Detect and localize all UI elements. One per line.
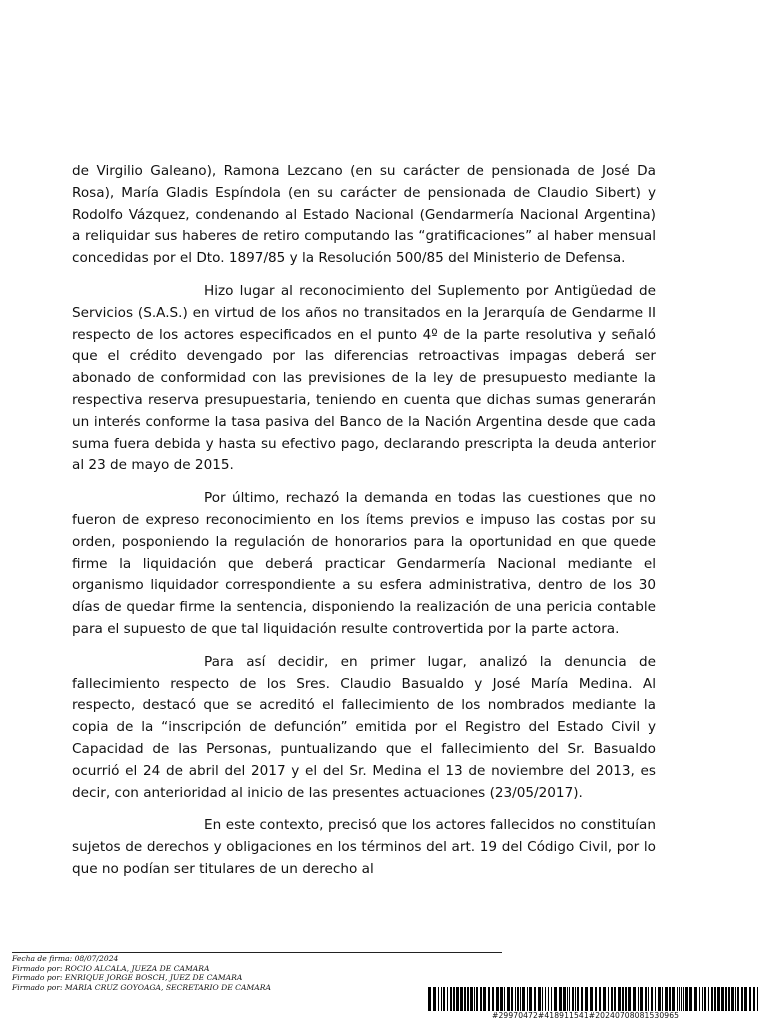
paragraph-4: Para así decidir, en primer lugar, analizó la denuncia de fallecimiento respecto de los Sres. Claudio Basualdo y José María Medina. Al respecto, destacó que se acreditó el fallecimiento de los nombrados mediante la copia de la “inscripción de defunción” emitida por el Registro del Estado Civil y Capacidad de las Personas, puntualizando que el fallecimiento del Sr. Basualdo ocurrió el 24 de abril del 2017 y el del Sr. Medina el 13 de noviembre del 2013, es decir, con anterioridad al inicio de las presentes actuaciones (23/05/2017). <box>72 653 656 801</box>
barcode-block <box>428 987 758 1021</box>
signature-line-2: Firmado por: ENRIQUE JORGE BOSCH, JUEZ DE CAMARA <box>12 973 243 983</box>
footer-divider <box>12 952 502 953</box>
document-body <box>72 161 656 892</box>
signature-block <box>12 954 271 992</box>
signature-line-1: Firmado por: ROCIO ALCALA, JUEZA DE CAMARA <box>12 963 210 973</box>
barcode-image <box>428 987 758 1011</box>
paragraph-1: de Virgilio Galeano), Ramona Lezcano (en su carácter de pensionada de José Da Rosa), María Gladis Espíndola (en su carácter de pensionada de Claudio Sibert) y Rodolfo Vázquez, condenando al Estado Nacional (Gendarmería Nacional Argentina) a reliquidar sus haberes de retiro computando las “gratificaciones” al haber mensual concedidas por el Dto. 1897/85 y la Resolución 500/85 del Ministerio de Defensa. <box>72 163 656 267</box>
signature-date: Fecha de firma: 08/07/2024 <box>12 954 119 963</box>
paragraph-5: En este contexto, precisó que los actores fallecidos no constituían sujetos de derechos y obligaciones en los términos del art. 19 del Código Civil, por lo que no podían ser titulares de un derecho al <box>72 817 656 877</box>
paragraph-3: Por último, rechazó la demanda en todas las cuestiones que no fueron de expreso reconocimiento en los ítems previos e impuso las costas por su orden, posponiendo la regulación de honorarios para la oportunidad en que quede firme la liquidación que deberá practicar Gendarmería Nacional mediante el organismo liquidador correspondiente a su esfera administrativa, dentro de los 30 días de quedar firme la sentencia, disponiendo la realización de una pericia contable para el supuesto de que tal liquidación resulte controvertida por la parte actora. <box>72 490 656 637</box>
paragraph-2: Hizo lugar al reconocimiento del Suplemento por Antigüedad de Servicios (S.A.S.) en virtud de los años no transitados en la Jerarquía de Gendarme II respecto de los actores especificados en el punto 4º de la parte resolutiva y señaló que el crédito devengado por las diferencias retroactivas impagas deberá ser abonado de conformidad con las previsiones de la ley de presupuesto mediante la respectiva reserva presupuestaria, teniendo en cuenta que dichas sumas generarán un interés conforme la tasa pasiva del Banco de la Nación Argentina desde que cada suma fuera debida y hasta su efectivo pago, declarando prescripta la deuda anterior al 23 de mayo de 2015. <box>72 282 656 474</box>
signature-line-3: Firmado por: MARIA CRUZ GOYOAGA, SECRETARIO DE CAMARA <box>12 982 271 992</box>
barcode-number: #29970472#418911541#20240708081530965 <box>492 1011 680 1020</box>
